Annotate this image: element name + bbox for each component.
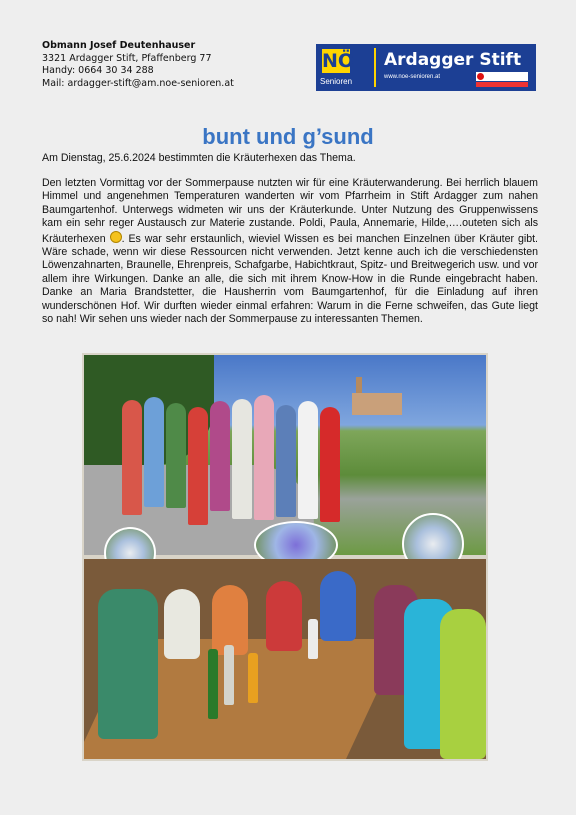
article-text-part1: Den letzten Vormittag vor der Sommerpause nutzten wir für eine Kräuterwanderung. Bei herrlich blauem Himmel und angenehmen Temperaturen wanderten wir vom Pfarrheim in Stift Ardagger zum nahen Baumgartenhof. Unterwegs widmeten wir uns der Kräuterkunde. Unter Nutzung des Gruppenwissens kam ein sehr reger Austausch zur Materie zustande. Poldi, Paula, Annemarie, Hilde,….outeten sich als Kräuterhexen xyxy=(42,177,538,245)
senioren-logo xyxy=(316,44,536,91)
article-title: bunt und g’sund xyxy=(202,124,374,149)
address: 3321 Ardagger Stift, Pfaffenberg 77 xyxy=(42,52,212,64)
partner-badge-icon xyxy=(476,72,528,81)
email: Mail: ardagger-stift@am.noe-senioren.at xyxy=(42,77,234,89)
article-intro: Am Dienstag, 25.6.2024 bestimmten die Kräuterhexen das Thema. xyxy=(42,152,356,164)
phone: Handy: 0664 30 34 288 xyxy=(42,65,154,76)
logo-url: www.noe-senioren.at xyxy=(384,74,441,80)
logo-title: Ardagger Stift xyxy=(384,50,522,70)
partner-badge-stripe xyxy=(476,82,528,87)
noe-mark: NÖ xyxy=(322,50,355,72)
church-building xyxy=(352,393,402,415)
chairman-name: Obmann Josef Deutenhauser xyxy=(42,40,196,51)
photo-collage xyxy=(82,353,488,761)
logo-senioren-text: Senioren xyxy=(320,77,353,86)
contact-block xyxy=(42,40,234,90)
article-text-part2: . Es war sehr erstaunlich, wieviel Wissen es bei manchen Einzelnen über Kräuter gibt. Wäre schade, wenn wir diese Ressourcen nicht verwenden. Jetzt kenne auch ich die verschiedensten Löwenzahnarten, Braunelle, Ehrenpreis, Schafgarbe, Habichtkraut, Spitz- und Breitwegerich usw. und vor allem ihre Wirkungen. Danke an alle, die sich mit ihrem Know-How in die Runde eingebracht haben. Danke an Maria Brandstetter, die Hausherrin vom Baumgartenhof, für die Einladung auf ihren wunderschönen Hof. Wir durften wieder einmal erfahren: Warum in die Ferne schweifen, das Gute liegt so nah! Wir sehen uns wieder nach der Sommerpause zu interessanten Themen. xyxy=(42,232,538,326)
smiley-icon xyxy=(110,231,122,243)
group-photo-indoor xyxy=(84,559,486,759)
article-body xyxy=(42,177,538,326)
